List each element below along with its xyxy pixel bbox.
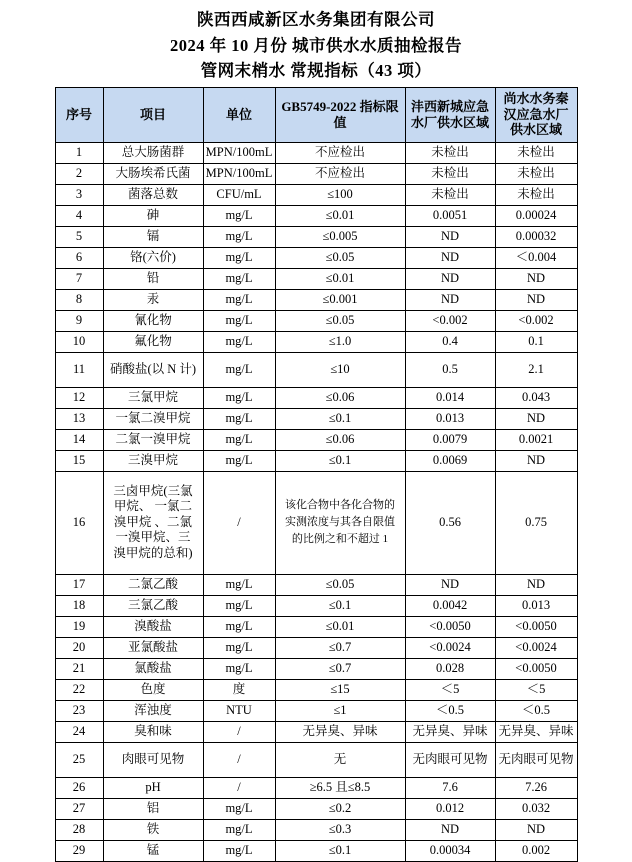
cell-shangshui-result: 0.043 [495,387,577,408]
table-row [55,408,577,429]
cell-item: 浑浊度 [103,700,203,721]
cell-unit: mg/L [203,247,275,268]
cell-shangshui-result: 0.00024 [495,205,577,226]
cell-shangshui-result: <0.002 [495,310,577,331]
cell-item: 亚氯酸盐 [103,637,203,658]
cell-no: 19 [55,616,103,637]
cell-item: 三氯甲烷 [103,387,203,408]
cell-item: 总大肠菌群 [103,142,203,163]
cell-item: 汞 [103,289,203,310]
cell-item: 三溴甲烷 [103,450,203,471]
cell-unit: / [203,777,275,798]
cell-unit: mg/L [203,840,275,861]
cell-item: 铅 [103,268,203,289]
cell-fengxi-result: 0.0069 [405,450,495,471]
cell-fengxi-result: 0.00034 [405,840,495,861]
cell-shangshui-result: 0.1 [495,331,577,352]
cell-limit: ≤10 [275,352,405,387]
cell-fengxi-result: 7.6 [405,777,495,798]
table-row [55,331,577,352]
cell-shangshui-result: 未检出 [495,163,577,184]
cell-unit: mg/L [203,352,275,387]
cell-fengxi-result: ND [405,226,495,247]
cell-item: 菌落总数 [103,184,203,205]
cell-fengxi-result: 0.012 [405,798,495,819]
cell-unit: mg/L [203,595,275,616]
table-row [55,840,577,861]
cell-fengxi-result: ND [405,247,495,268]
cell-shangshui-result: ND [495,819,577,840]
cell-limit: 不应检出 [275,163,405,184]
report-title: 2024 年 10 月份 城市供水水质抽检报告 [170,35,462,55]
cell-item: 色度 [103,679,203,700]
table-row [55,163,577,184]
header-item: 项目 [103,87,203,142]
cell-shangshui-result: ND [495,289,577,310]
cell-unit: 度 [203,679,275,700]
cell-unit: mg/L [203,429,275,450]
cell-shangshui-result: 0.002 [495,840,577,861]
cell-unit: mg/L [203,268,275,289]
cell-no: 2 [55,163,103,184]
cell-fengxi-result: 0.0079 [405,429,495,450]
cell-limit: ≤0.01 [275,205,405,226]
cell-no: 13 [55,408,103,429]
cell-shangshui-result: 未检出 [495,142,577,163]
cell-shangshui-result: ND [495,268,577,289]
cell-shangshui-result: 0.75 [495,471,577,574]
cell-limit: ≤0.01 [275,268,405,289]
cell-no: 10 [55,331,103,352]
cell-unit: / [203,721,275,742]
table-row [55,574,577,595]
cell-limit: ≤0.05 [275,310,405,331]
cell-no: 1 [55,142,103,163]
cell-limit: ≤100 [275,184,405,205]
cell-shangshui-result: ND [495,450,577,471]
cell-item: 镉 [103,226,203,247]
cell-no: 6 [55,247,103,268]
cell-limit: ≤0.1 [275,450,405,471]
cell-fengxi-result: <0.0024 [405,637,495,658]
cell-no: 18 [55,595,103,616]
cell-limit: ≤0.2 [275,798,405,819]
cell-no: 26 [55,777,103,798]
header-unit: 单位 [203,87,275,142]
cell-unit: mg/L [203,819,275,840]
cell-item: 二氯乙酸 [103,574,203,595]
cell-no: 22 [55,679,103,700]
cell-fengxi-result: 未检出 [405,142,495,163]
cell-unit: mg/L [203,616,275,637]
table-row [55,700,577,721]
header-row [55,87,577,142]
cell-item: 硝酸盐(以 N 计) [103,352,203,387]
cell-shangshui-result: <0.0050 [495,658,577,679]
water-quality-table [55,87,578,862]
cell-fengxi-result: 未检出 [405,184,495,205]
cell-item: 砷 [103,205,203,226]
table-row [55,742,577,777]
cell-no: 28 [55,819,103,840]
cell-limit: ≤0.1 [275,840,405,861]
table-header [55,87,577,142]
cell-fengxi-result: 0.4 [405,331,495,352]
table-row [55,429,577,450]
header-no: 序号 [55,87,103,142]
cell-fengxi-result: ＜0.5 [405,700,495,721]
cell-unit: mg/L [203,310,275,331]
cell-no: 15 [55,450,103,471]
cell-fengxi-result: ND [405,268,495,289]
cell-no: 24 [55,721,103,742]
table-row [55,184,577,205]
cell-limit: ≤0.01 [275,616,405,637]
cell-shangshui-result: 无肉眼可见物 [495,742,577,777]
cell-shangshui-result: 7.26 [495,777,577,798]
company-name: 陕西西咸新区水务集团有限公司 [197,10,435,29]
table-row [55,142,577,163]
cell-limit: ≤0.06 [275,429,405,450]
cell-limit: ≤0.06 [275,387,405,408]
cell-fengxi-result: 0.0042 [405,595,495,616]
cell-limit: ≤0.1 [275,408,405,429]
table-row [55,679,577,700]
cell-shangshui-result: 2.1 [495,352,577,387]
cell-shangshui-result: ＜5 [495,679,577,700]
cell-shangshui-result: 0.013 [495,595,577,616]
cell-unit: mg/L [203,205,275,226]
cell-item: 氰化物 [103,310,203,331]
header-fengxi-region: 沣西新城应急水厂供水区域 [405,87,495,142]
cell-unit: / [203,742,275,777]
cell-shangshui-result: ND [495,408,577,429]
cell-fengxi-result: 0.0051 [405,205,495,226]
cell-limit: ≤0.05 [275,574,405,595]
cell-limit: ≤0.1 [275,595,405,616]
cell-item: 二氯一溴甲烷 [103,429,203,450]
cell-unit: mg/L [203,289,275,310]
cell-limit: ≤0.001 [275,289,405,310]
cell-limit: 无异臭、异味 [275,721,405,742]
table-row [55,268,577,289]
cell-no: 14 [55,429,103,450]
table-row [55,471,577,574]
cell-limit: 无 [275,742,405,777]
cell-unit: mg/L [203,331,275,352]
cell-no: 7 [55,268,103,289]
cell-fengxi-result: 未检出 [405,163,495,184]
cell-limit: ≤0.005 [275,226,405,247]
table-row [55,616,577,637]
cell-no: 4 [55,205,103,226]
cell-fengxi-result: 0.014 [405,387,495,408]
cell-shangshui-result: 0.032 [495,798,577,819]
cell-limit: ≥6.5 且≤8.5 [275,777,405,798]
cell-fengxi-result: 0.013 [405,408,495,429]
cell-no: 20 [55,637,103,658]
table-row [55,637,577,658]
cell-no: 27 [55,798,103,819]
cell-item: 铝 [103,798,203,819]
cell-shangshui-result: ＜0.004 [495,247,577,268]
cell-limit: ≤0.05 [275,247,405,268]
cell-unit: mg/L [203,450,275,471]
cell-shangshui-result: 0.00032 [495,226,577,247]
report-table-body [55,142,577,861]
table-row [55,777,577,798]
cell-item: 氯酸盐 [103,658,203,679]
cell-unit: CFU/mL [203,184,275,205]
cell-unit: MPN/100mL [203,142,275,163]
cell-item: 一氯二溴甲烷 [103,408,203,429]
cell-no: 21 [55,658,103,679]
table-row [55,595,577,616]
cell-limit: ≤0.7 [275,637,405,658]
report-subtitle: 管网末梢水 常规指标（43 项） [200,61,432,80]
cell-shangshui-result: ＜0.5 [495,700,577,721]
cell-limit: ≤1.0 [275,331,405,352]
cell-fengxi-result: 0.56 [405,471,495,574]
cell-fengxi-result: 无肉眼可见物 [405,742,495,777]
cell-unit: mg/L [203,658,275,679]
table-row [55,352,577,387]
header-limit: GB5749-2022 指标限值 [275,87,405,142]
cell-item: 三卤甲烷(三氯甲烷、 一氯二溴甲烷 、二氯一溴甲烷、三溴甲烷的总和) [103,471,203,574]
cell-shangshui-result: ND [495,574,577,595]
cell-fengxi-result: 0.5 [405,352,495,387]
table-row [55,658,577,679]
cell-unit: mg/L [203,798,275,819]
cell-no: 29 [55,840,103,861]
cell-fengxi-result: ND [405,289,495,310]
cell-fengxi-result: 0.028 [405,658,495,679]
cell-fengxi-result: ND [405,574,495,595]
cell-no: 17 [55,574,103,595]
cell-no: 23 [55,700,103,721]
cell-fengxi-result: <0.002 [405,310,495,331]
table-row [55,450,577,471]
cell-shangshui-result: 无异臭、异味 [495,721,577,742]
cell-unit: NTU [203,700,275,721]
cell-item: 铬(六价) [103,247,203,268]
cell-no: 3 [55,184,103,205]
cell-item: 肉眼可见物 [103,742,203,777]
cell-limit: 该化合物中各化合物的实测浓度与其各自限值的比例之和不超过 1 [275,471,405,574]
cell-limit: ≤1 [275,700,405,721]
cell-unit: mg/L [203,637,275,658]
cell-item: 臭和味 [103,721,203,742]
table-row [55,247,577,268]
cell-no: 9 [55,310,103,331]
table-row [55,798,577,819]
cell-shangshui-result: <0.0024 [495,637,577,658]
cell-fengxi-result: 无异臭、异味 [405,721,495,742]
cell-item: 三氯乙酸 [103,595,203,616]
table-row [55,310,577,331]
cell-unit: mg/L [203,574,275,595]
cell-no: 16 [55,471,103,574]
cell-limit: ≤0.3 [275,819,405,840]
cell-item: 大肠埃希氏菌 [103,163,203,184]
cell-shangshui-result: <0.0050 [495,616,577,637]
table-row [55,387,577,408]
cell-unit: mg/L [203,387,275,408]
cell-limit: ≤0.7 [275,658,405,679]
cell-fengxi-result: ＜5 [405,679,495,700]
header-shangshui-region: 尚水水务秦汉应急水厂供水区域 [495,87,577,142]
table-row [55,819,577,840]
cell-fengxi-result: <0.0050 [405,616,495,637]
cell-unit: mg/L [203,408,275,429]
cell-no: 8 [55,289,103,310]
cell-unit: MPN/100mL [203,163,275,184]
cell-fengxi-result: ND [405,819,495,840]
cell-unit: / [203,471,275,574]
cell-shangshui-result: 未检出 [495,184,577,205]
table-row [55,205,577,226]
cell-no: 11 [55,352,103,387]
cell-no: 5 [55,226,103,247]
cell-limit: ≤15 [275,679,405,700]
report-title-block [0,0,632,84]
table-row [55,226,577,247]
cell-item: 铁 [103,819,203,840]
table-row [55,721,577,742]
cell-item: 氟化物 [103,331,203,352]
cell-unit: mg/L [203,226,275,247]
cell-item: pH [103,777,203,798]
cell-shangshui-result: 0.0021 [495,429,577,450]
cell-item: 溴酸盐 [103,616,203,637]
cell-item: 锰 [103,840,203,861]
table-row [55,289,577,310]
cell-no: 12 [55,387,103,408]
cell-limit: 不应检出 [275,142,405,163]
cell-no: 25 [55,742,103,777]
